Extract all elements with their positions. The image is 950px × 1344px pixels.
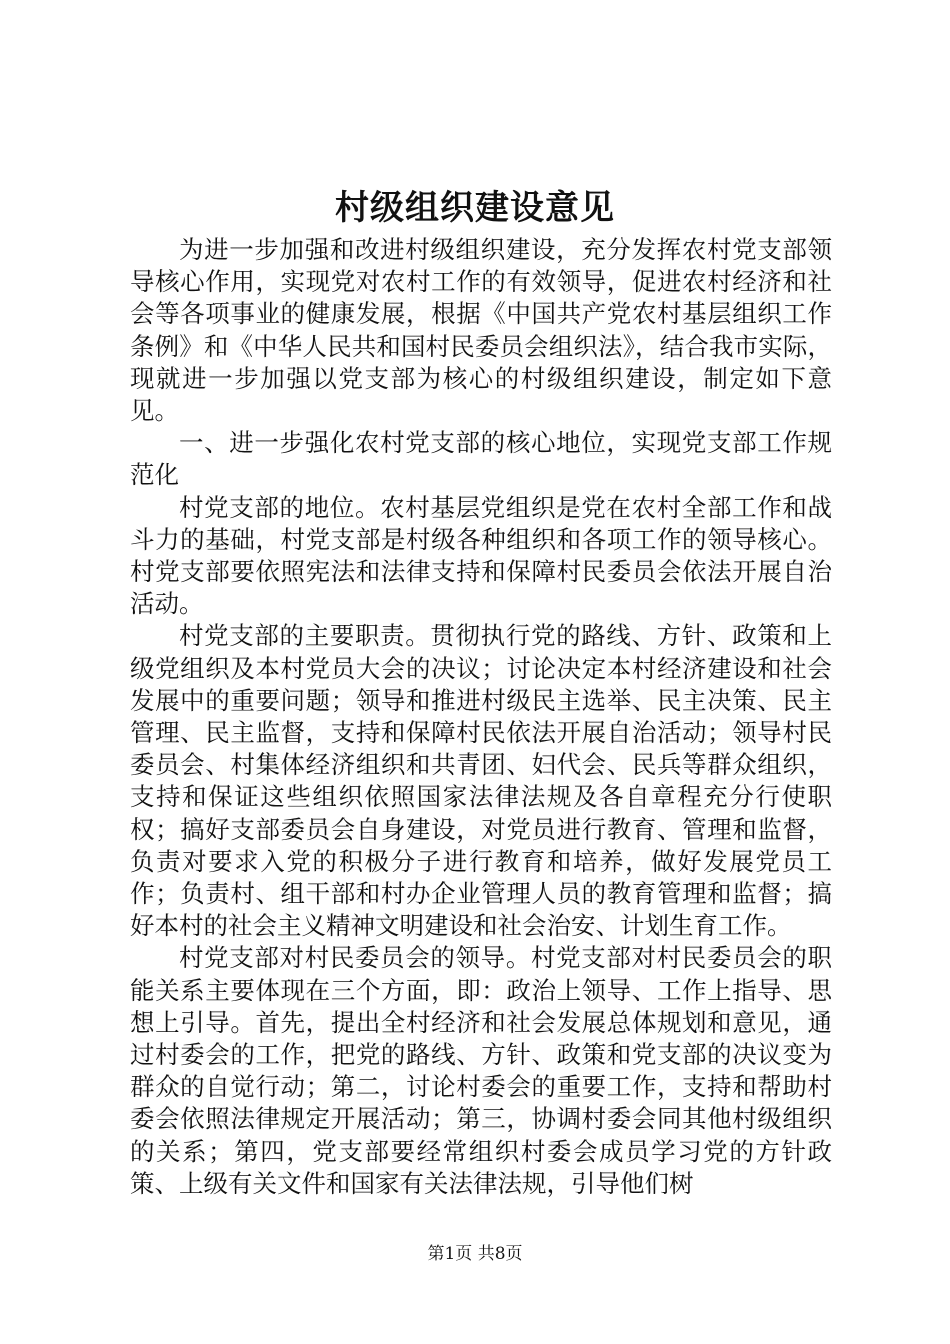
page-number: 第1页 共8页 (427, 1244, 523, 1264)
section-heading-1: 一、进一步强化农村党支部的核心地位，实现党支部工作规范化 (130, 428, 832, 490)
paragraph-duties: 村党支部的主要职责。贯彻执行党的路线、方针、政策和上级党组织及本村党员大会的决议；讨论决定本村经济建设和社会发展中的重要问题；领导和推进村级民主选举、民主决策、民主管理、民主监督，支持和保障村民依法开展自治活动；领导村民委员会、村集体经济组织和共青团、妇代会、民兵等群众组织，支持和保证这些组织依照国家法律法规及各自章程充分行使职权；搞好支部委员会自身建设，对党员进行教育、管理和监督，负责对要求入党的积极分子进行教育和培养，做好发展党员工作；负责村、组干部和村办企业管理人员的教育管理和监督；搞好本村的社会主义精神文明建设和社会治安、计划生育工作。 (130, 621, 832, 941)
paragraph-intro: 为进一步加强和改进村级组织建设，充分发挥农村党支部领导核心作用，实现党对农村工作的有效领导，促进农村经济和社会等各项事业的健康发展，根据《中国共产党农村基层组织工作条例》和《中华人民共和国村民委员会组织法》，结合我市实际，现就进一步加强以党支部为核心的村级组织建设，制定如下意见。 (130, 235, 832, 426)
paragraph-status: 村党支部的地位。农村基层党组织是党在农村全部工作和战斗力的基础，村党支部是村级各种组织和各项工作的领导核心。村党支部要依照宪法和法律支持和保障村民委员会依法开展自治活动。 (130, 492, 832, 619)
document-title: 村级组织建设意见 (335, 188, 615, 228)
paragraph-leadership: 村党支部对村民委员会的领导。村党支部对村民委员会的职能关系主要体现在三个方面，即：政治上领导、工作上指导、思想上引导。首先，提出全村经济和社会发展总体规划和意见，通过村委会的工作，把党的路线、方针、政策和党支部的决议变为群众的自觉行动；第二，讨论村委会的重要工作，支持和帮助村委会依照法律规定开展活动；第三，协调村委会同其他村级组织的关系；第四，党支部要经常组织村委会成员学习党的方针政策、上级有关文件和国家有关法律法规，引导他们树 (130, 943, 832, 1198)
document-body (130, 234, 832, 1200)
